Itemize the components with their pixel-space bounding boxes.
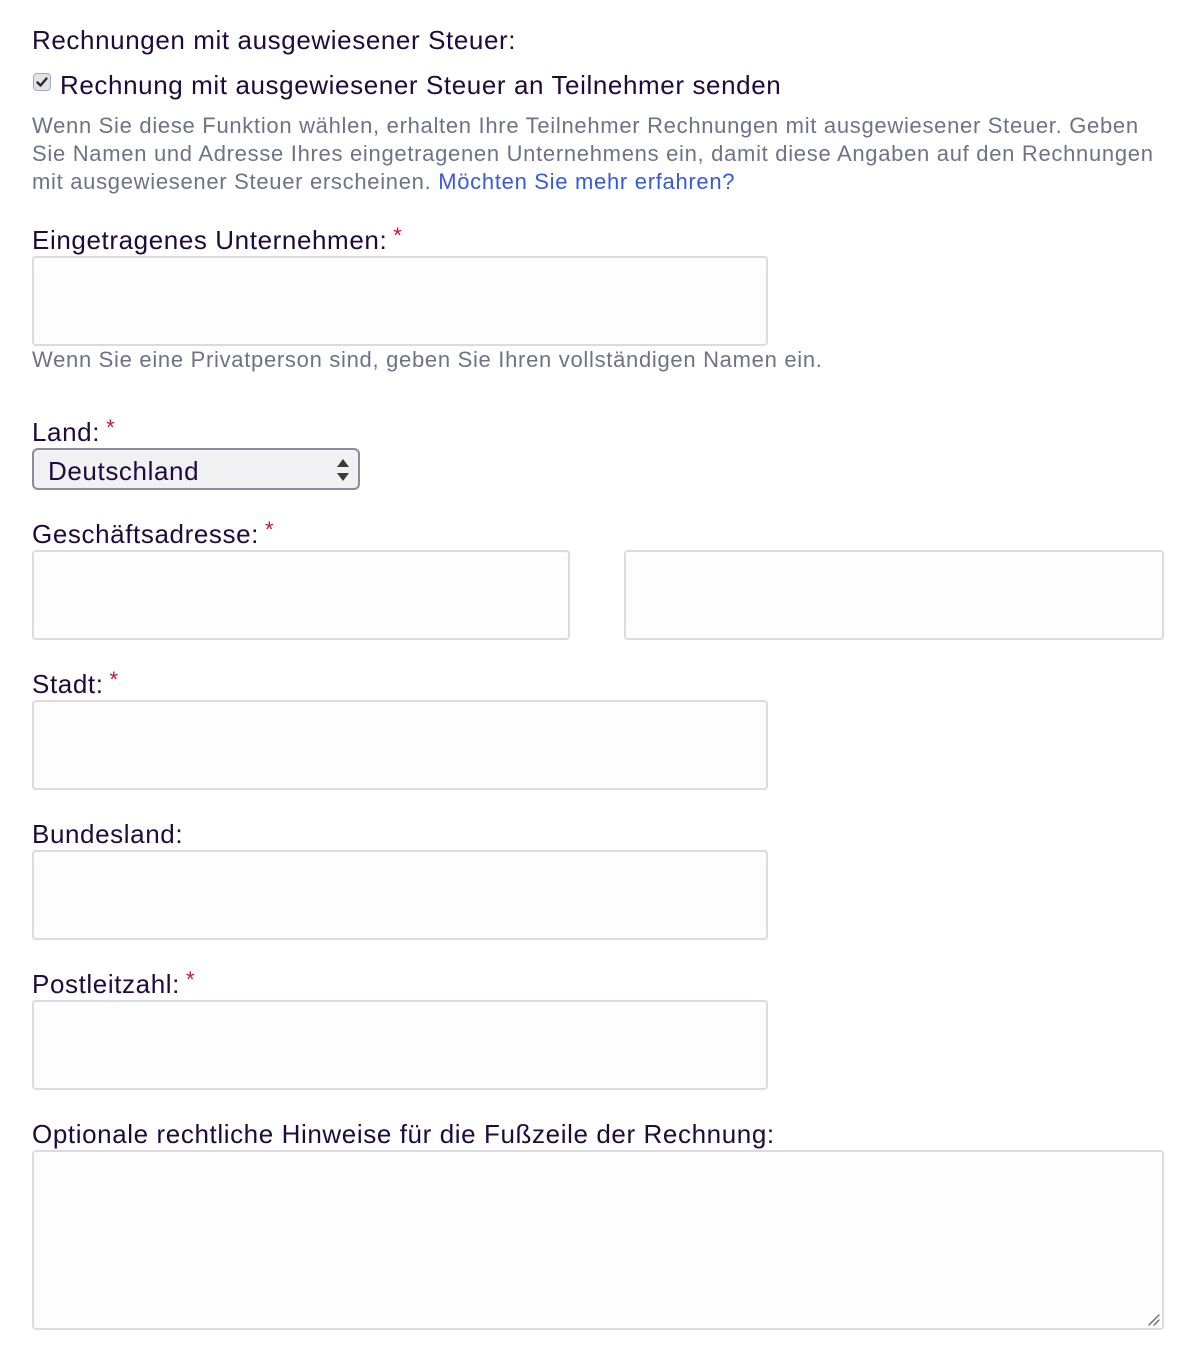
learn-more-link[interactable]: Möchten Sie mehr erfahren? <box>438 169 736 194</box>
state-label-text: Bundesland: <box>32 819 184 849</box>
footer-notes-label-text: Optionale rechtliche Hinweise für die Fußzeile der Rechnung: <box>32 1119 775 1149</box>
city-input[interactable] <box>32 700 768 790</box>
tax-invoice-checkbox-label[interactable]: Rechnung mit ausgewiesener Steuer an Teilnehmer senden <box>60 70 782 100</box>
required-asterisk: * <box>109 667 119 692</box>
tax-invoice-description <box>32 112 1172 196</box>
address-line1-input[interactable] <box>32 550 570 640</box>
required-asterisk: * <box>264 517 275 542</box>
address-line2-input[interactable] <box>624 550 1164 640</box>
postal-input[interactable] <box>32 1000 768 1090</box>
description-text: Wenn Sie diese Funktion wählen, erhalten Ihre Teilnehmer Rechnungen mit ausgewiesener Steuer. Geben Sie Namen und Adresse Ihres eingetragenen Unternehmens ein, damit diese Angaben auf den Rechnungen mit ausgewiesener Steuer erscheinen. <box>32 113 1154 194</box>
country-select[interactable] <box>32 448 360 490</box>
company-input[interactable] <box>32 256 768 346</box>
country-select-value: Deutschland <box>48 456 200 486</box>
company-help-text: Wenn Sie eine Privatperson sind, geben Sie Ihren vollständigen Namen ein. <box>32 347 823 372</box>
required-asterisk: * <box>185 967 196 992</box>
footer-notes-label <box>32 1121 775 1147</box>
city-label <box>32 667 119 699</box>
state-input[interactable] <box>32 850 768 940</box>
tax-invoice-checkbox-row[interactable] <box>33 73 51 91</box>
postal-label <box>32 967 196 999</box>
resize-handle-icon[interactable] <box>1144 1310 1160 1326</box>
footer-notes-textarea[interactable] <box>32 1150 1164 1330</box>
country-label <box>32 415 116 447</box>
state-label <box>32 821 183 847</box>
city-label-text: Stadt: <box>32 669 104 699</box>
section-title: Rechnungen mit ausgewiesener Steuer: <box>32 25 517 55</box>
tax-invoice-checkbox[interactable] <box>33 73 51 91</box>
company-label-text: Eingetragenes Unternehmen: <box>32 225 388 255</box>
company-label <box>32 223 403 255</box>
postal-label-text: Postleitzahl: <box>32 969 180 999</box>
select-arrows-icon <box>335 456 351 484</box>
required-asterisk: * <box>393 223 403 248</box>
country-label-text: Land: <box>32 417 101 447</box>
address-label <box>32 517 275 549</box>
required-asterisk: * <box>106 415 116 440</box>
checkmark-icon <box>34 74 50 90</box>
footer-notes-value <box>34 1152 1162 1176</box>
address-label-text: Geschäftsadresse: <box>32 519 259 549</box>
